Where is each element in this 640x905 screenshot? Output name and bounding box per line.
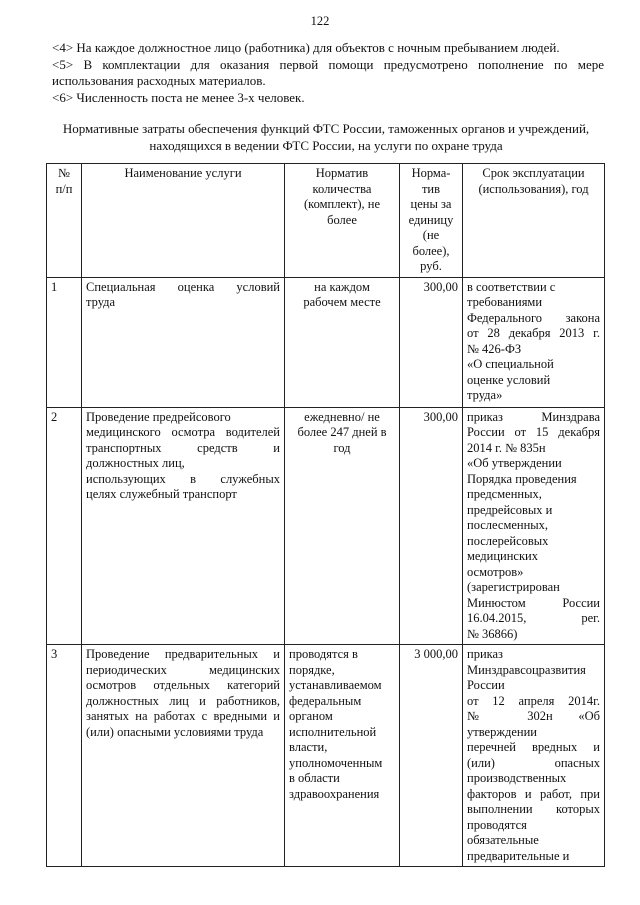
service-life-line: осмотров»: [467, 564, 524, 579]
price-norm-line: 3 000,00: [414, 647, 458, 661]
service-life-line: № 302н «Об: [467, 709, 600, 723]
footnote-5: <5> В комплектации для оказания первой помощи предусмотрено пополнение по мере использования расходных материалов.: [52, 56, 604, 88]
quantity-norm-cell: [285, 645, 400, 867]
service-name-line: занятых на работах с вредными и: [86, 709, 280, 723]
number-line: 3: [51, 647, 58, 661]
service-life-cell: [463, 645, 605, 867]
number-cell: [47, 407, 82, 645]
page-number: 122: [310, 14, 330, 28]
service-name-line: целях служебный транспорт: [86, 487, 237, 501]
header-service-life-line: (использования), год: [478, 181, 589, 196]
header-quantity-norm-line: количества: [312, 181, 372, 196]
quantity-norm-cell: [285, 277, 400, 407]
header-price-norm-line: цены за: [410, 197, 452, 211]
header-service-life-cell: [463, 164, 605, 278]
header-quantity-norm-line: Норматив: [315, 166, 369, 180]
header-service-life-line: Срок эксплуатации: [482, 166, 585, 180]
header-quantity-norm-line: более: [327, 212, 357, 227]
quantity-norm-line: год: [333, 440, 351, 455]
table-row: [47, 645, 605, 867]
header-number-line: №: [58, 166, 70, 180]
header-quantity-norm-line: (комплект), не: [303, 197, 381, 211]
service-name-line: Проведение предрейсового: [86, 409, 231, 424]
header-quantity-norm-cell: [285, 164, 400, 278]
service-life-cell: [463, 407, 605, 645]
quantity-norm-line: порядке,: [289, 662, 335, 677]
service-life-line: медицинских: [467, 549, 538, 563]
service-life-line: в соответствии с: [467, 279, 556, 294]
section-title: [46, 120, 606, 154]
service-name-line: должностных лиц,: [86, 456, 185, 470]
service-name-line: должностных лиц и работников,: [86, 693, 280, 708]
number-line: 1: [51, 279, 58, 294]
section-title-line: находящихся в ведении ФТС России, на услуги по охране труда: [149, 138, 503, 153]
service-life-line: «Об утверждении: [467, 456, 562, 470]
table-header-row: [47, 164, 605, 278]
header-number-cell: [47, 164, 82, 278]
service-name-line: Специальная оценка условий: [86, 279, 280, 294]
service-life-line: (или) опасных: [467, 755, 600, 770]
footnotes: [52, 40, 604, 106]
service-life-line: проводятся: [467, 817, 527, 832]
service-life-line: 2014 г. № 835н: [467, 440, 546, 455]
service-life-line: оценке условий: [467, 372, 551, 387]
quantity-norm-line: проводятся в: [289, 647, 358, 661]
number-cell: [47, 277, 82, 407]
service-life-line: 16.04.2015, рег.: [467, 611, 600, 625]
service-life-line: требованиями: [467, 295, 543, 309]
service-life-line: России от 15 декабря: [467, 425, 600, 439]
service-life-line: перечней вредных и: [467, 740, 600, 754]
service-name-line: периодических медицинских: [86, 662, 280, 677]
header-price-norm-cell: [400, 164, 463, 278]
service-name-line: (или) опасными условиями труда: [86, 724, 264, 739]
quantity-norm-line: в области: [289, 771, 340, 785]
footnote-4: <4> На каждое должностное лицо (работника) для объектов с ночным пребыванием людей.: [52, 40, 560, 55]
service-life-line: предварительные и: [467, 848, 570, 863]
quantity-norm-line: исполнительной: [289, 724, 377, 739]
service-name-line: транспортных средств и: [86, 440, 280, 455]
price-norm-line: 300,00: [423, 279, 458, 294]
section-title-line: Нормативные затраты обеспечения функций ФТС России, таможенных органов и учреждений,: [62, 121, 590, 136]
header-price-norm-line: Норма-: [411, 166, 451, 180]
quantity-norm-line: власти,: [289, 740, 328, 754]
service-life-line: (зарегистрирован: [467, 580, 560, 594]
service-name-line: использующих в служебных: [86, 471, 280, 486]
header-price-norm-line: руб.: [420, 259, 442, 273]
labor-safety-costs-table: [46, 163, 605, 867]
service-name-line: осмотров отдельных категорий: [86, 678, 280, 692]
service-life-line: приказ: [467, 647, 503, 661]
service-life-line: Порядка проведения: [467, 471, 577, 486]
service-life-line: труда»: [467, 388, 503, 402]
service-name-cell: [82, 407, 285, 645]
service-life-line: предрейсовых и: [467, 502, 553, 517]
service-life-cell: [463, 277, 605, 407]
header-price-norm-line: единицу: [408, 212, 454, 227]
quantity-norm-line: на каждом: [314, 279, 370, 294]
service-name-cell: [82, 277, 285, 407]
service-life-line: Минздравсоцразвития: [467, 662, 586, 677]
service-life-line: «О специальной: [467, 357, 554, 371]
quantity-norm-line: ежедневно/ не: [304, 409, 380, 424]
quantity-norm-line: здравоохранения: [289, 786, 380, 801]
service-life-line: предсменных,: [467, 487, 542, 501]
service-life-line: Минюстом России: [467, 595, 600, 610]
service-life-line: факторов и работ, при: [467, 786, 600, 801]
header-price-norm-line: (не: [422, 228, 440, 242]
service-name-line: Проведение предварительных и: [86, 647, 280, 661]
table-row: [47, 277, 605, 407]
service-life-line: № 426-ФЗ: [467, 341, 522, 356]
header-price-norm-line: тив: [421, 181, 441, 196]
header-number-line: п/п: [55, 181, 73, 196]
quantity-norm-line: органом: [289, 709, 333, 723]
service-life-line: Федерального закона: [467, 310, 600, 325]
service-life-line: утверждении: [467, 724, 537, 739]
service-life-line: послерейсовых: [467, 533, 549, 548]
footnote-6: <6> Численность поста не менее 3-х человек.: [52, 89, 305, 105]
price-norm-line: 300,00: [423, 409, 458, 424]
price-norm-cell: [400, 277, 463, 407]
quantity-norm-cell: [285, 407, 400, 645]
header-service-name-cell: [82, 164, 285, 278]
quantity-norm-line: устанавливаемом: [289, 678, 382, 692]
service-life-line: обязательные: [467, 833, 539, 847]
table-row: [47, 407, 605, 645]
service-life-line: от 28 декабря 2013 г.: [467, 326, 600, 340]
quantity-norm-line: федеральным: [289, 693, 362, 708]
header-price-norm-line: более),: [412, 243, 450, 258]
quantity-norm-line: более 247 дней в: [297, 425, 387, 439]
price-norm-cell: [400, 645, 463, 867]
quantity-norm-line: рабочем месте: [303, 295, 381, 309]
price-norm-cell: [400, 407, 463, 645]
service-life-line: России: [467, 678, 505, 692]
service-name-line: медицинского осмотра водителей: [86, 425, 280, 439]
quantity-norm-line: уполномоченным: [289, 755, 383, 770]
service-life-line: послесменных,: [467, 518, 549, 532]
service-life-line: производственных: [467, 771, 567, 785]
number-cell: [47, 645, 82, 867]
service-life-line: выполнении которых: [467, 802, 600, 816]
service-life-line: приказ Минздрава: [467, 409, 600, 424]
service-life-line: № 36866): [467, 626, 518, 641]
service-name-cell: [82, 645, 285, 867]
header-service-name-line: Наименование услуги: [124, 166, 242, 180]
number-line: 2: [51, 409, 58, 424]
service-life-line: от 12 апреля 2014г.: [467, 693, 600, 708]
service-name-line: труда: [86, 295, 116, 309]
